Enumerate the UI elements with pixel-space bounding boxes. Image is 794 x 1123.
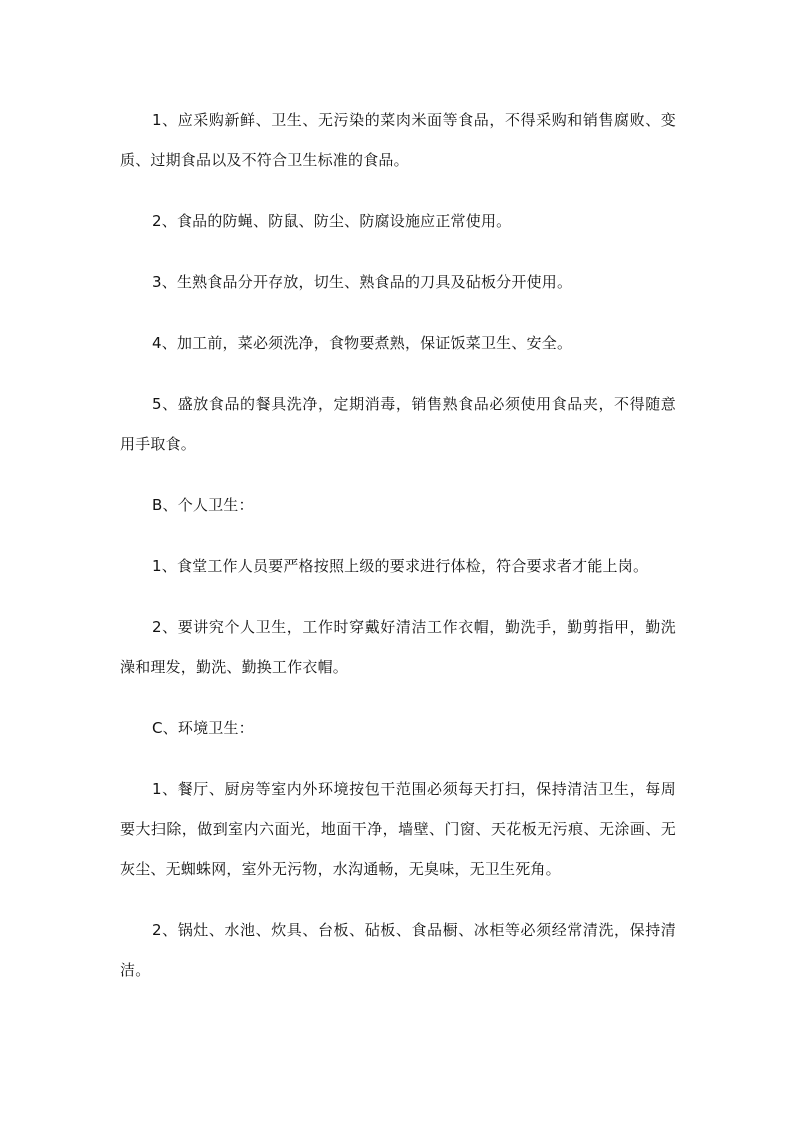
food-rule-5: 5、盛放食品的餐具洗净，定期消毒，销售熟食品必须使用食品夹，不得随意用手取食。: [120, 395, 676, 453]
food-rule-4: 4、加工前，菜必须洗净，食物要煮熟，保证饭菜卫生、安全。: [152, 334, 573, 352]
food-rule-2: 2、食品的防蝇、防鼠、防尘、防腐设施应正常使用。: [152, 212, 512, 230]
personal-rule-2: 2、要讲究个人卫生，工作时穿戴好清洁工作衣帽，勤洗手，勤剪指甲，勤洗澡和理发，勤洗、勤换工作衣帽。: [120, 618, 676, 676]
personal-rule-1: 1、食堂工作人员要严格按照上级的要求进行体检，符合要求者才能上岗。: [152, 557, 649, 575]
environment-rule-1: 1、餐厅、厨房等室内外环境按包干范围必须每天打扫，保持清洁卫生，每周要大扫除，做到室内六面光，地面干净，墙壁、门窗、天花板无污痕、无涂画、无灰尘、无蜘蛛网，室外无污物，水沟通畅，无臭味，无卫生死角。: [120, 780, 676, 878]
food-rule-3: 3、生熟食品分开存放，切生、熟食品的刀具及砧板分开使用。: [152, 273, 573, 291]
document-body: [120, 100, 676, 990]
section-heading-personal-hygiene: B、个人卫生：: [152, 496, 254, 514]
food-rule-1: 1、应采购新鲜、卫生、无污染的菜肉米面等食品，不得采购和销售腐败、变质、过期食品以及不符合卫生标准的食品。: [120, 111, 676, 169]
environment-rule-2: 2、锅灶、水池、炊具、台板、砧板、食品橱、冰柜等必须经常清洗，保持清洁。: [120, 921, 676, 979]
section-heading-environment-hygiene: C、环境卫生：: [152, 719, 254, 737]
